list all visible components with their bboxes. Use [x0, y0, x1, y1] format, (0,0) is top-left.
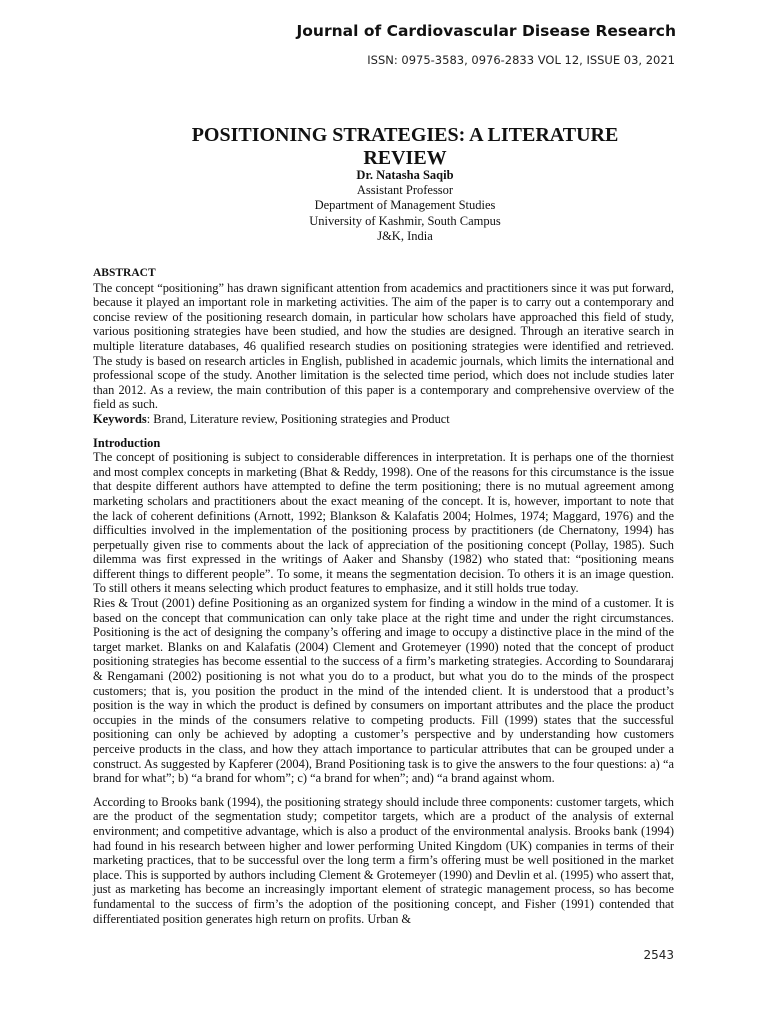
- author-location: J&K, India: [377, 228, 433, 243]
- keywords-text: : Brand, Literature review, Positioning strategies and Product: [146, 411, 450, 426]
- paper-title: [120, 124, 690, 170]
- introduction-paragraph-1: The concept of positioning is subject to considerable differences in interpretation. It is perhaps one of the thorniest and most complex concepts in marketing (Bhat & Reddy, 1998). One of the reasons for this circumstance is the issue that despite different authors have attempted to define the term positioning; there is no mutual agreement among marketing scholars and practitioners about the exact meaning of the concept. It is, however, important to note that the lack of coherent definitions (Arnott, 1992; Blankson & Kalafatis 2004; Holmes, 1974; Maggard, 1976) and the difficulties involved in the implementation of the positioning process by practitioners (de Chernatony, 1994) has perpetually given rise to comments about the lack of appreciation of the positioning concept (Pollay, 1985). Such dilemma was first expressed in the writings of Aaker and Shansby (1982) who stated that: “positioning means different things to different people”. To some, it means the segmentation decision. To others it is an image question. To still others it means selecting which product features to emphasize, and it still holds true today.: [93, 450, 674, 596]
- author-position: Assistant Professor: [356, 183, 454, 198]
- abstract-heading: ABSTRACT: [93, 267, 156, 279]
- introduction-paragraph-3: According to Brooks bank (1994), the positioning strategy should include three components: customer targets, which are the product of the segmentation study; competitor targets, which are a product of the analysis of external environment; and competitive advantage, which is also a product of the environmental analysis. Brooks bank (1994) had found in his research between higher and lower performing United Kingdom (UK) companies in terms of their marketing practices, that to be successful over the long term a firm’s offering must be well positioned in the market place. This is supported by authors including Clement & Grotemeyer (1990) and Devlin et al. (1995) who assert that, just as marketing has become an increasingly important element of strategic management process, so has become fundamental to the success of firm’s the adoption of the positioning concept, and Fisher (1991) contended that differentiated position generates high return on profits. Urban &: [93, 794, 674, 926]
- paper-title-line-2: REVIEW: [363, 147, 447, 169]
- paper-title-line-1: POSITIONING STRATEGIES: A LITERATURE: [191, 124, 619, 146]
- keywords-label: Keywords: [93, 411, 147, 426]
- page-number: 2543: [643, 948, 674, 962]
- author-department: Department of Management Studies: [314, 198, 496, 213]
- author-university: University of Kashmir, South Campus: [309, 213, 501, 228]
- journal-name: Journal of Cardiovascular Disease Research: [296, 22, 676, 40]
- author-name: Dr. Natasha Saqib: [356, 168, 454, 182]
- keywords-line: [93, 412, 674, 427]
- introduction-heading: Introduction: [93, 435, 161, 450]
- introduction-paragraph-2: Ries & Trout (2001) define Positioning as an organized system for finding a window in the mind of a customer. It is based on the concept that communication can only take place at the right time and under the right circumstances. Positioning is the act of designing the company’s offering and image to occupy a distinctive place in the mind of the target market. Blanks on and Kalafatis (2004) Clement and Grotemeyer (1990) noted that the concept of product positioning strategies has become essential to the success of a firm’s marketing strategies. According to Soundararaj & Rengamani (2002) positioning is not what you do to a product, but what you do to the minds of the prospect customers; that is, you position the product in the mind of the intended client. It is understood that a product’s position is the way in which the product is defined by consumers on important attributes and the place the product occupies in the minds of the consumers relative to competing products. Fill (1999) states that the successful positioning can only be achieved by adopting a customer’s perspective and by understanding how customers perceive products in the class, and how they attach importance to particular attributes that can be grouped under a construct. As suggested by Kapferer (2004), Brand Positioning task is to give the answers to the four questions: a) “a brand for what”; b) “a brand for whom”; c) “a brand for when”; and) “a brand against whom.: [93, 596, 674, 786]
- abstract-text: The concept “positioning” has drawn significant attention from academics and practitioners since it was put forward, because it played an important role in marketing activities. The aim of the paper is to carry out a contemporary and concise review of the positioning research domain, in particular how scholars have approached this field of study, various positioning strategies have been studied, and how the studies are designed. Through an iterative search in multiple literature databases, 46 qualified research studies on positioning strategies were identified and retrieved. The study is based on research articles in English, published in academic journals, which limits the international and professional scope of the study. Another limitation is the selected time period, which does not include studies later than 2012. As a review, the main contribution of this paper is a contemporary and comprehensive overview of the field as such.: [93, 280, 674, 412]
- author-info: [220, 168, 590, 244]
- issn-line: ISSN: 0975-3583, 0976-2833 VOL 12, ISSUE 03, 2021: [367, 53, 675, 67]
- paper-body: [93, 266, 674, 926]
